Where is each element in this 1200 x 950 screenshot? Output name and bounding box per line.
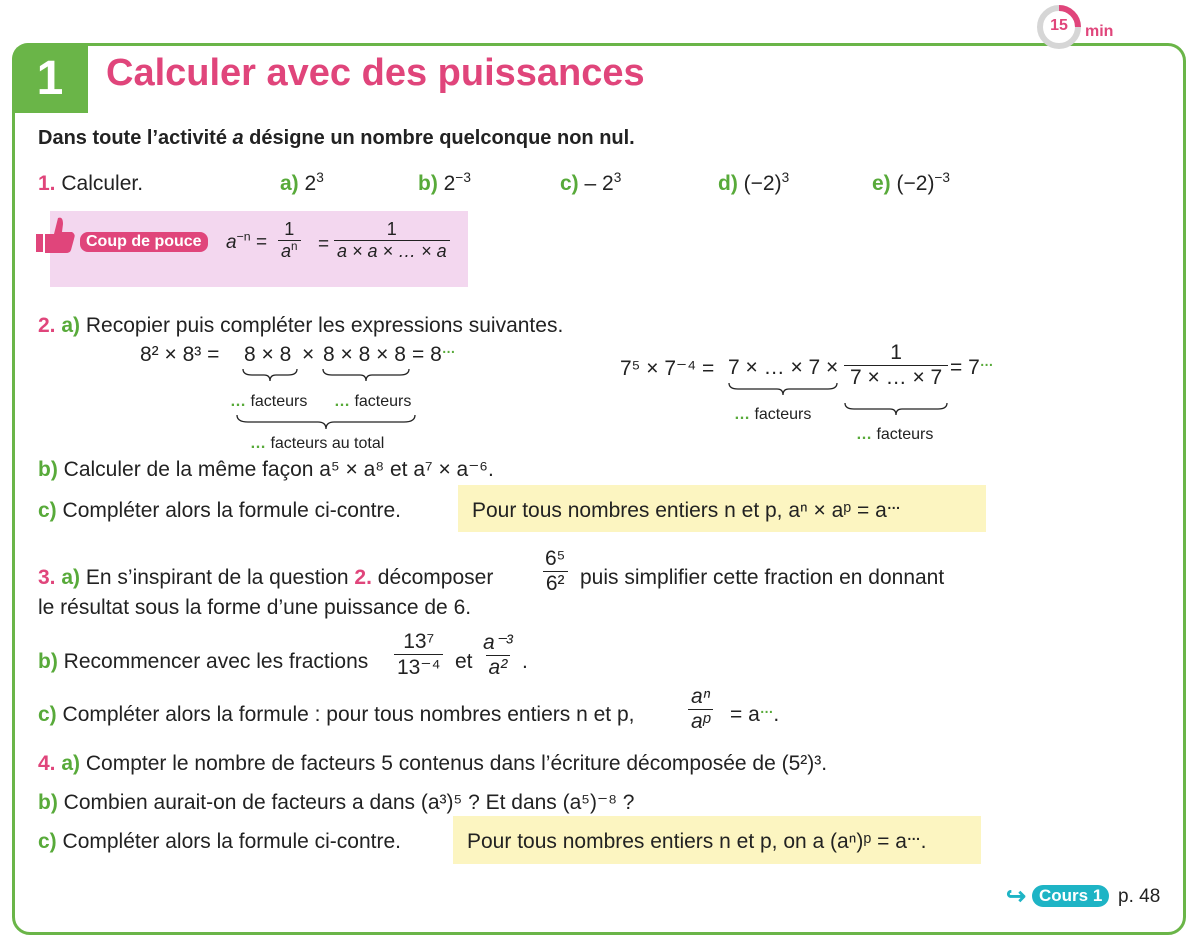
brace-expr2-label-2: … facteurs bbox=[856, 426, 934, 443]
q1-item-e: e) $(-2)^{-3}$ bbox=[872, 169, 951, 195]
arrow-right-icon: ↪ bbox=[1006, 883, 1027, 910]
q4-a: 4. a) Compter le nombre de facteurs 5 contenus dans l’écriture décomposée de (5²)³. bbox=[38, 752, 828, 775]
brace-label-total: … facteurs au total bbox=[250, 435, 385, 452]
q4-b: b) Combien aurait-on de facteurs a dans (a³)⁵ ? Et dans (a⁵)⁻⁸ ? bbox=[38, 791, 635, 814]
q3-b-and: et bbox=[455, 650, 473, 673]
cours-link[interactable]: Cours 1 bbox=[1032, 885, 1109, 907]
brace-label-2: … facteurs bbox=[334, 393, 412, 410]
q2-expr1-group1: 8 × 8 bbox=[244, 343, 292, 366]
q1-item-d: d) $(-2)^3$ bbox=[718, 169, 790, 195]
q1-item-c: $c) - 2^3$ bbox=[560, 169, 622, 195]
activity-number: 1 bbox=[12, 43, 88, 113]
q4-c: c) Compléter alors la formule ci-contre. bbox=[38, 830, 401, 853]
q3-a-fraction: $\frac{\text{6⁵}}{\text{6²}}$ bbox=[542, 547, 568, 596]
q3-c: c) Compléter alors la formule : pour tous nombres entiers n et p, bbox=[38, 703, 635, 726]
q1-item-a: a) $2^3$ bbox=[280, 169, 324, 195]
hint-eq: = bbox=[318, 234, 330, 255]
q3-a-line1: 3. a) En s’inspirant de la question 2. décomposer bbox=[38, 566, 494, 589]
timer-unit: min bbox=[1085, 23, 1114, 40]
q1-heading: 1. Calculer. bbox=[38, 172, 144, 195]
q4-formula: Pour tous nombres entiers n et p, on a (aⁿ)ᵖ = a…. bbox=[467, 827, 927, 853]
q1-item-b: b) $2^{-3}$ bbox=[418, 169, 471, 195]
q2-formula: Pour tous nombres entiers n et p, aⁿ × aᵖ = a… bbox=[472, 496, 901, 522]
q2-b: b) Calculer de la même façon a⁵ × a⁸ et a⁷ × a⁻⁶. bbox=[38, 458, 494, 481]
hint-fraction-2: $\frac{1}{a \times a \times \dots \times a}$ bbox=[334, 219, 450, 262]
q3-a-line2: le résultat sous la forme d’une puissance de 6. bbox=[38, 596, 472, 619]
q2-expr2-num-group: 7 × … × 7 × bbox=[728, 356, 839, 379]
q2-expr2-lhs: 7⁵ × 7⁻⁴ = bbox=[620, 357, 715, 380]
q3-b-fraction-1: $\frac{\text{13⁷}}{\text{13⁻⁴}}$ bbox=[394, 630, 443, 680]
q2-expr1-result: = 8… bbox=[412, 340, 456, 366]
q3-b-fraction-2: $\frac{\text{a⁻³}}{\text{a²}}$ bbox=[483, 631, 513, 679]
q3-a-line1-end: puis simplifier cette fraction en donnant bbox=[580, 566, 945, 589]
brace-expr2-label-1: … facteurs bbox=[734, 406, 812, 423]
timer-value: 15 bbox=[1050, 17, 1068, 34]
brace-total bbox=[236, 414, 416, 430]
q2-expr1-lhs: 8² × 8³ = bbox=[140, 343, 220, 366]
page-title: Calculer avec des puissances bbox=[106, 52, 645, 94]
brace-expr2-1 bbox=[728, 382, 838, 396]
brace-group1 bbox=[242, 368, 298, 382]
hint-fraction-1: $\frac{1}{a^n}$ bbox=[278, 219, 301, 262]
q2-expr1-times: × bbox=[302, 343, 315, 366]
brace-label-1: … facteurs bbox=[230, 393, 308, 410]
hint-lhs: $a^{-n}$ = bbox=[226, 229, 268, 253]
q2-expr2-result: = 7… bbox=[950, 353, 994, 379]
q2-expr1-group2: 8 × 8 × 8 bbox=[323, 343, 406, 366]
brace-expr2-2 bbox=[844, 402, 948, 416]
q2-c: c) Compléter alors la formule ci-contre. bbox=[38, 499, 401, 522]
q3-b-end: . bbox=[522, 650, 528, 673]
intro-text: Dans toute l’activité a désigne un nombre quelconque non nul. bbox=[38, 127, 635, 149]
q3-c-fraction: $\frac{\text{aⁿ}}{\text{aᵖ}}$ bbox=[688, 685, 713, 734]
page-reference: p. 48 bbox=[1118, 886, 1161, 907]
thumbs-up-icon bbox=[34, 212, 76, 256]
brace-group2 bbox=[322, 368, 410, 382]
q3-c-result: = a…. bbox=[730, 700, 780, 726]
hint-label: Coup de pouce bbox=[80, 232, 208, 252]
q3-b: b) Recommencer avec les fractions bbox=[38, 650, 369, 673]
q2-a-heading: 2. a) Recopier puis compléter les expressions suivantes. bbox=[38, 314, 564, 337]
q2-expr2-fraction: $\frac{1}{7 \times \dots \times 7}$ bbox=[844, 341, 948, 390]
